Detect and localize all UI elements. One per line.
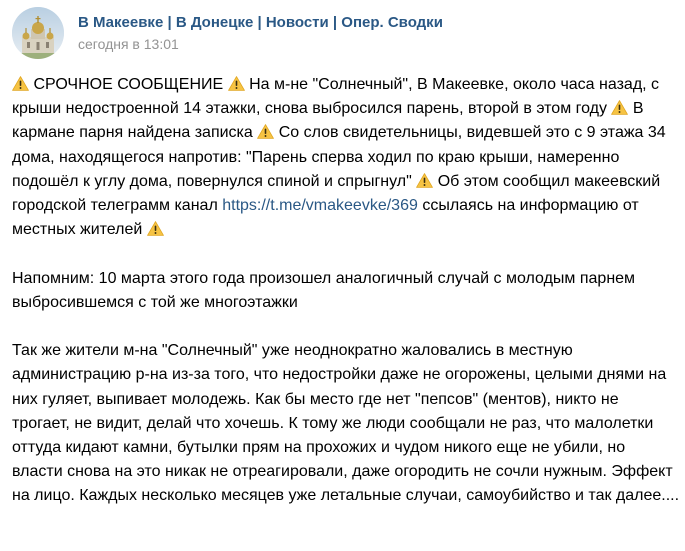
warning-icon — [611, 100, 628, 115]
warning-icon — [147, 221, 164, 236]
post-paragraph-1 — [12, 73, 680, 242]
warning-icon — [12, 76, 29, 91]
warning-icon — [416, 173, 433, 188]
paragraph-1-text-3: В кармане парня найдена записка — [12, 100, 644, 142]
warning-icon — [228, 76, 245, 91]
post-text — [12, 73, 680, 509]
paragraph-1-text-4: Со слов свидетельницы, видевшей это с 9 этажа 34 дома, находящегося напротив: "Парень сперва ходил по краю крыши, намеренно подошёл к углу дома, повернулся спиной и спрыгнул" — [12, 124, 666, 190]
post-paragraph-2: Напомним: 10 марта этого года произошел аналогичный случай с молодым парнем выбросившемся с той же многоэтажки — [12, 269, 636, 311]
post-meta — [78, 13, 443, 54]
post-timestamp[interactable]: сегодня в 13:01 — [78, 35, 179, 52]
paragraph-1-text-1: СРОЧНОЕ СООБЩЕНИЕ — [29, 76, 228, 93]
church-icon — [12, 7, 64, 59]
post-header — [12, 7, 443, 59]
post-paragraph-3: Так же жители м-на "Солнечный" уже неоднократно жаловались в местную администрацию р-на из-за того, что недостройки даже не огорожены, целыми днями на них гуляет, выпивает молодежь. Как бы место где нет "пепсов" (ментов), никто не трогает, не видит, делай что хочешь. К тому же люди сообщали не раз, что малолетки оттуда кидают камни, бутылки прям на прохожих и чудом никого еще не убили, но власти снова на это никак не отреагировали, даже огородить не сочли нужным. Эффект на лицо. Каждых несколько месяцев уже летальные случаи, самоубийство и так далее.... — [12, 342, 680, 505]
paragraph-1-text-2: На м-не "Солнечный", В Макеевке, около часа назад, с крыши недостроенной 14 этажки, снова выбросился парень, второй в этом году — [12, 76, 660, 118]
group-avatar[interactable] — [12, 7, 64, 59]
group-name-link[interactable]: В Макеевке | В Донецке | Новости | Опер. Сводки — [78, 13, 443, 31]
paragraph-1-text-5: Об этом сообщил макеевский городской телеграмм канал — [12, 172, 661, 215]
telegram-link[interactable]: https://t.me/vmakeevke/369 — [222, 197, 418, 215]
warning-icon — [257, 124, 274, 139]
paragraph-1-text-6: ссылаясь на информацию от местных жителей — [12, 197, 639, 239]
